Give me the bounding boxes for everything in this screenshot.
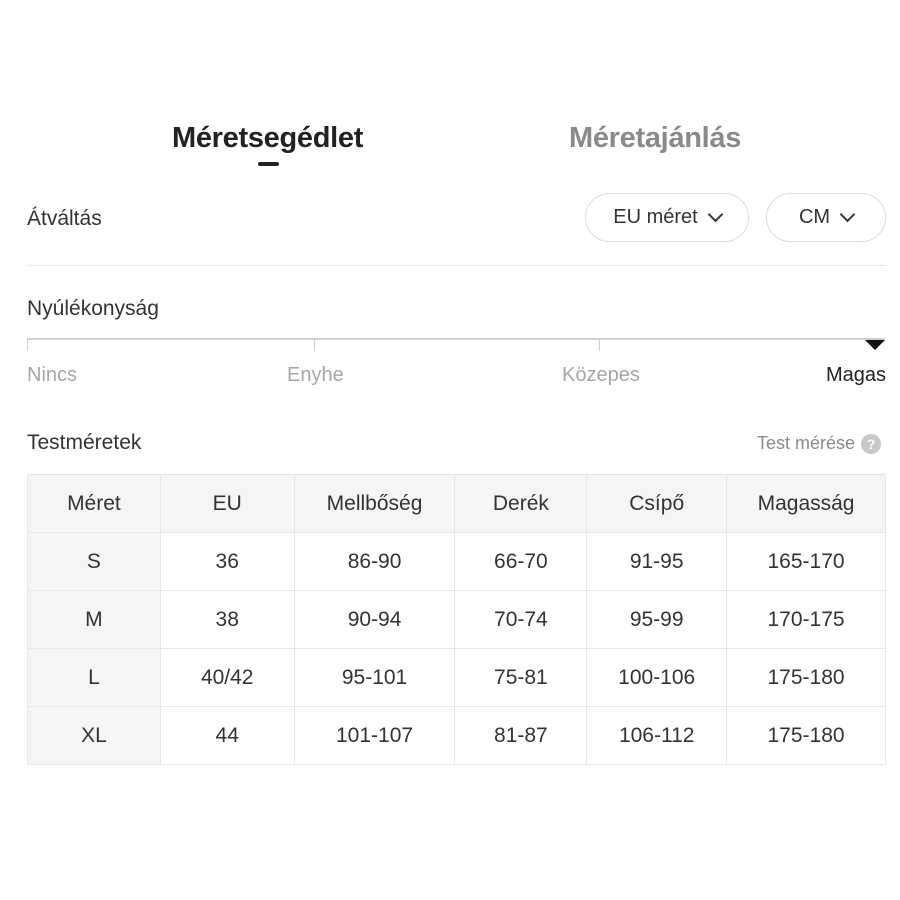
table-cell: 90-94 bbox=[294, 591, 455, 649]
stretch-level-medium[interactable]: Közepes bbox=[562, 364, 640, 386]
stretch-level-high[interactable]: Magas bbox=[826, 364, 887, 386]
table-cell: 36 bbox=[160, 533, 294, 591]
stretch-title: Nyúlékonyság bbox=[27, 297, 159, 320]
table-header: Csípő bbox=[587, 475, 727, 533]
table-cell: M bbox=[28, 591, 161, 649]
table-cell: 38 bbox=[160, 591, 294, 649]
chevron-down-icon bbox=[840, 207, 856, 223]
unit-dropdown[interactable] bbox=[766, 193, 886, 242]
table-header: EU bbox=[160, 475, 294, 533]
table-cell: L bbox=[28, 649, 161, 707]
stretch-tick bbox=[27, 338, 28, 351]
table-header: Derék bbox=[455, 475, 587, 533]
table-cell: 40/42 bbox=[160, 649, 294, 707]
table-row bbox=[28, 591, 886, 649]
stretch-level-none[interactable]: Nincs bbox=[27, 364, 78, 386]
table-cell: 101-107 bbox=[294, 707, 455, 765]
table-cell: 86-90 bbox=[294, 533, 455, 591]
table-row bbox=[28, 649, 886, 707]
stretch-marker[interactable] bbox=[865, 340, 885, 350]
stretch-level-slight[interactable]: Enyhe bbox=[287, 364, 344, 386]
table-cell: 75-81 bbox=[455, 649, 587, 707]
conversion-label: Átváltás bbox=[27, 207, 102, 230]
table-cell: 95-101 bbox=[294, 649, 455, 707]
chevron-down-icon bbox=[707, 207, 723, 223]
table-header-row bbox=[28, 475, 886, 533]
section-divider bbox=[27, 265, 886, 266]
table-cell: 66-70 bbox=[455, 533, 587, 591]
table-cell: 106-112 bbox=[587, 707, 727, 765]
tab-size-guide[interactable]: Méretsegédlet bbox=[172, 122, 364, 154]
table-cell: XL bbox=[28, 707, 161, 765]
question-circle-icon: ? bbox=[861, 434, 881, 454]
tab-bar bbox=[0, 122, 900, 172]
stretch-track[interactable] bbox=[27, 338, 885, 340]
active-tab-indicator bbox=[258, 162, 279, 166]
table-cell: 95-99 bbox=[587, 591, 727, 649]
table-row bbox=[28, 533, 886, 591]
tab-size-recommendation[interactable]: Méretajánlás bbox=[569, 122, 742, 154]
table-cell: 44 bbox=[160, 707, 294, 765]
table-header: Magasság bbox=[727, 475, 886, 533]
measure-body-link[interactable] bbox=[757, 433, 881, 454]
size-table bbox=[27, 474, 886, 765]
table-cell: 165-170 bbox=[727, 533, 886, 591]
stretch-tick bbox=[314, 338, 315, 351]
conversion-row bbox=[27, 193, 886, 245]
table-cell: S bbox=[28, 533, 161, 591]
stretch-tick bbox=[599, 338, 600, 351]
table-cell: 70-74 bbox=[455, 591, 587, 649]
measure-body-label: Test mérése bbox=[757, 433, 856, 453]
table-cell: 81-87 bbox=[455, 707, 587, 765]
table-cell: 170-175 bbox=[727, 591, 886, 649]
size-system-value: EU méret bbox=[613, 206, 698, 228]
table-cell: 175-180 bbox=[727, 707, 886, 765]
table-row bbox=[28, 707, 886, 765]
size-system-dropdown[interactable] bbox=[585, 193, 749, 242]
table-cell: 175-180 bbox=[727, 649, 886, 707]
table-cell: 100-106 bbox=[587, 649, 727, 707]
table-header: Mellbőség bbox=[294, 475, 455, 533]
body-measurements-title: Testméretek bbox=[27, 431, 142, 454]
table-cell: 91-95 bbox=[587, 533, 727, 591]
table-header: Méret bbox=[28, 475, 161, 533]
unit-value: CM bbox=[798, 206, 831, 228]
